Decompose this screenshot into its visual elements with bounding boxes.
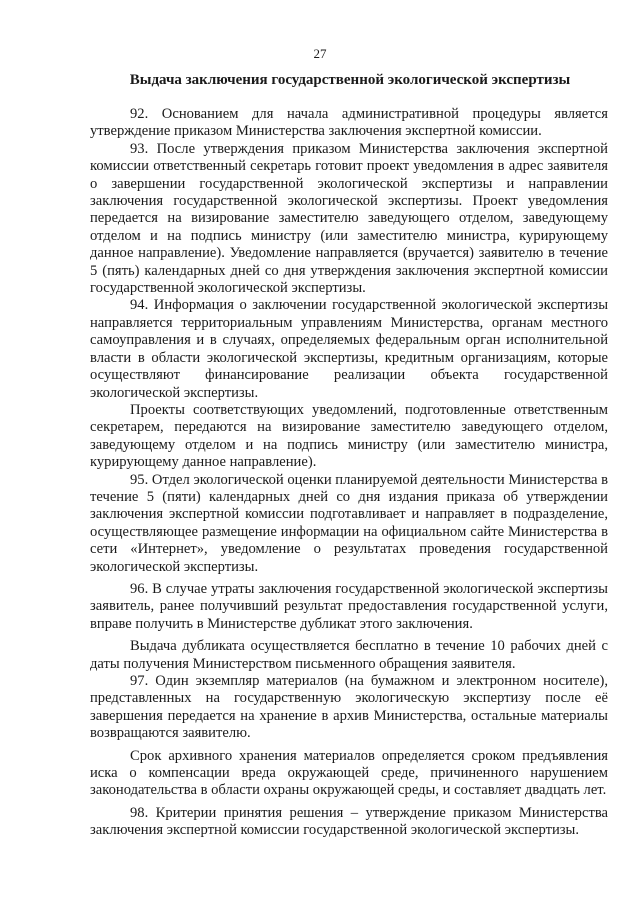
document-body (90, 106, 608, 840)
paragraph-96-duplicate: Выдача дубликата осуществляется бесплатно в течение 10 рабочих дней с даты получения Министерством письменного обращения заявителя. (90, 638, 608, 672)
paragraph-94: 94. Информация о заключении государственной экологической экспертизы направляется территориальным управлениям Министерства, органам местного самоуправления и в случаях, определяемых федеральным орган исполнительной власти в области экологической экспертизы, кредитным организациям, которые осуществляют финансирование реализации объекта государственной экологической экспертизы. (90, 297, 608, 401)
paragraph-97-archive: Срок архивного хранения материалов определяется сроком предъявления иска о компенсации вреда окружающей среде, причиненного нарушением законодательства в области охраны окружающей среды, и составляет двадцать лет. (90, 747, 608, 799)
section-heading: Выдача заключения государственной экологической экспертизы (129, 72, 571, 88)
page-number: 27 (313, 46, 327, 61)
paragraph-98: 98. Критерии принятия решения – утверждение приказом Министерства заключения экспертной комиссии государственной экологической экспертизы. (90, 804, 608, 839)
paragraph-97: 97. Один экземпляр материалов (на бумажном и электронном носителе), представленных на государственную экологическую экспертизу после её завершения передается на хранение в архив Министерства, остальные материалы возвращаются заявителю. (90, 673, 608, 742)
paragraph-93: 93. После утверждения приказом Министерства заключения экспертной комиссии ответственный секретарь готовит проект уведомления в адрес заявителя о завершении государственной экологической экспертизы и направлении заключения государственной экологической экспертизы. Проект уведомления передается на визирование заместителю заведующего отделом, заведующему отделом и на подпись министру (или заместителю министра, курирующему данное направление). Уведомление направляется (вручается) заявителю в течение 5 (пять) календарных дней со дня утверждения заключения экспертной комиссии государственной экологической экспертизы. (90, 140, 608, 297)
paragraph-95: 95. Отдел экологической оценки планируемой деятельности Министерства в течение 5 (пяти) календарных дней со дня издания приказа об утверждении заключения экспертной комиссии подготавливает и направляет в подразделение, осуществляющее размещение информации на официальном сайте Министерства в сети «Интернет», уведомление о результатах проведения государственной экологической экспертизы. (90, 471, 608, 575)
paragraph-94-projects: Проекты соответствующих уведомлений, подготовленные ответственным секретарем, передаются на визирование заместителю заведующего отделом, заведующему отделом и на подпись министру (или заместителю министра, курирующему данное направление). (90, 401, 608, 471)
paragraph-96: 96. В случае утраты заключения государственной экологической экспертизы заявитель, ранее получивший результат предоставления государственной услуги, вправе получить в Министерстве дубликат этого заключения. (90, 580, 608, 632)
paragraph-92: 92. Основанием для начала административной процедуры является утверждение приказом Министерства заключения экспертной комиссии. (90, 106, 608, 140)
